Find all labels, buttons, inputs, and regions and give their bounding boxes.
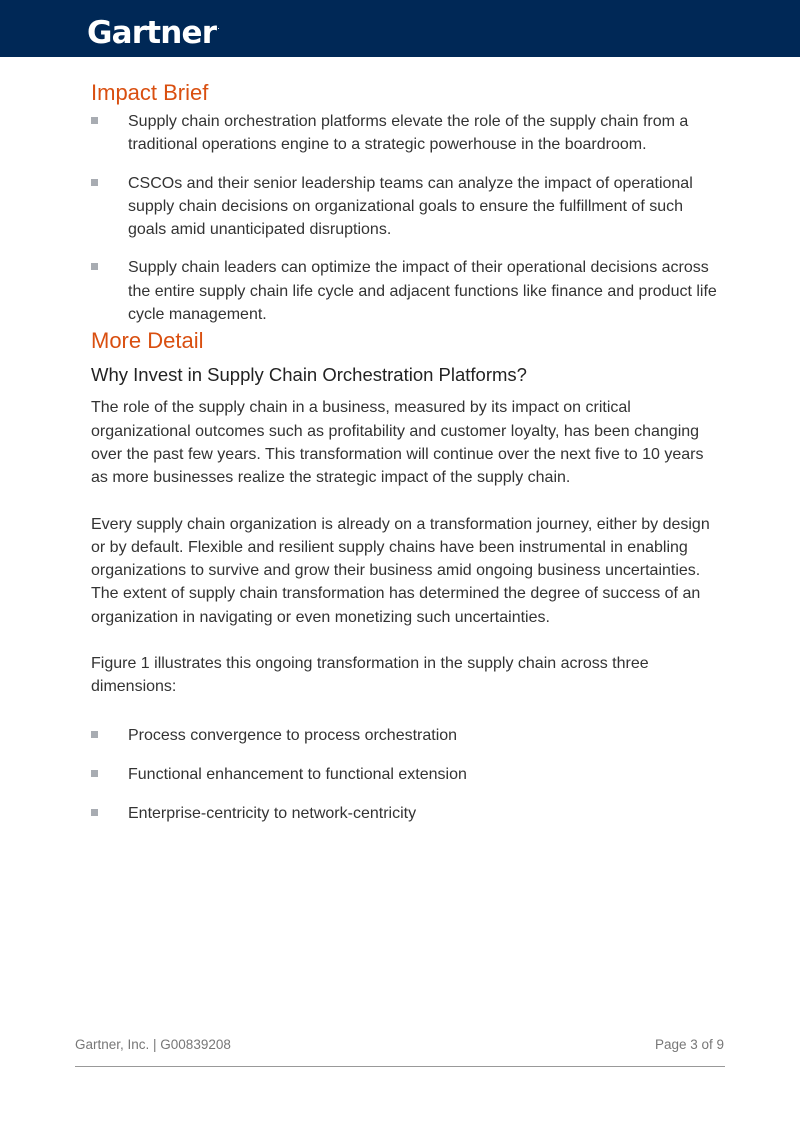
paragraph: Figure 1 illustrates this ongoing transformation in the supply chain across three dimensions:: [91, 655, 649, 696]
list-item: [91, 110, 721, 157]
bullet-square-icon: [91, 179, 98, 186]
list-item: [91, 802, 721, 825]
bullet-square-icon: [91, 263, 98, 270]
bullet-square-icon: [91, 809, 98, 816]
logo-text: Gartner: [87, 15, 217, 51]
list-item-text: Supply chain orchestration platforms elevate the role of the supply chain from a traditional operations engine to a strategic powerhouse in the boardroom.: [128, 113, 689, 154]
logo-mark: .: [217, 22, 220, 31]
document-body: [91, 78, 721, 842]
bullet-square-icon: [91, 770, 98, 777]
impact-brief-list: [91, 110, 721, 326]
footer-doc-id: Gartner, Inc. | G00839208: [75, 1037, 231, 1052]
impact-brief-heading: Impact Brief: [91, 80, 209, 105]
paragraph: Every supply chain organization is already on a transformation journey, either by design or by default. Flexible and resilient supply chains have been instrumental in enabling organizations to survive and grow their business amid ongoing business uncertainties. The extent of supply chain transformation has determined the degree of success of an organization in navigating or even monetizing such uncertainties.: [91, 515, 710, 626]
footer-page-number: Page 3 of 9: [654, 1037, 724, 1052]
list-item: [91, 256, 721, 326]
header-bar: [0, 0, 800, 57]
list-item-text: Functional enhancement to functional extension: [128, 765, 467, 783]
list-item-text: Enterprise-centricity to network-centricity: [128, 805, 417, 823]
paragraph: The role of the supply chain in a business, measured by its impact on critical organizational outcomes such as profitability and customer loyalty, has been changing over the past few years. This transformation will continue over the next five to 10 years as more businesses realize the strategic impact of the supply chain.: [91, 399, 704, 487]
bullet-square-icon: [91, 731, 98, 738]
list-item-text: Supply chain leaders can optimize the impact of their operational decisions across the entire supply chain life cycle and adjacent functions like finance and product life cycle management.: [128, 259, 717, 324]
section-subheading: Why Invest in Supply Chain Orchestration Platforms?: [91, 364, 527, 386]
footer-divider: [75, 1066, 725, 1067]
list-item: [91, 724, 721, 747]
dimensions-list: [91, 724, 721, 826]
list-item-text: Process convergence to process orchestration: [128, 726, 458, 744]
list-item: [91, 172, 721, 242]
more-detail-heading: More Detail: [91, 328, 204, 354]
list-item-text: CSCOs and their senior leadership teams can analyze the impact of operational supply chain decisions on organizational goals to ensure the fulfillment of such goals amid unanticipated disruptions.: [128, 174, 693, 239]
bullet-square-icon: [91, 117, 98, 124]
list-item: [91, 763, 721, 786]
gartner-logo: [87, 8, 220, 52]
